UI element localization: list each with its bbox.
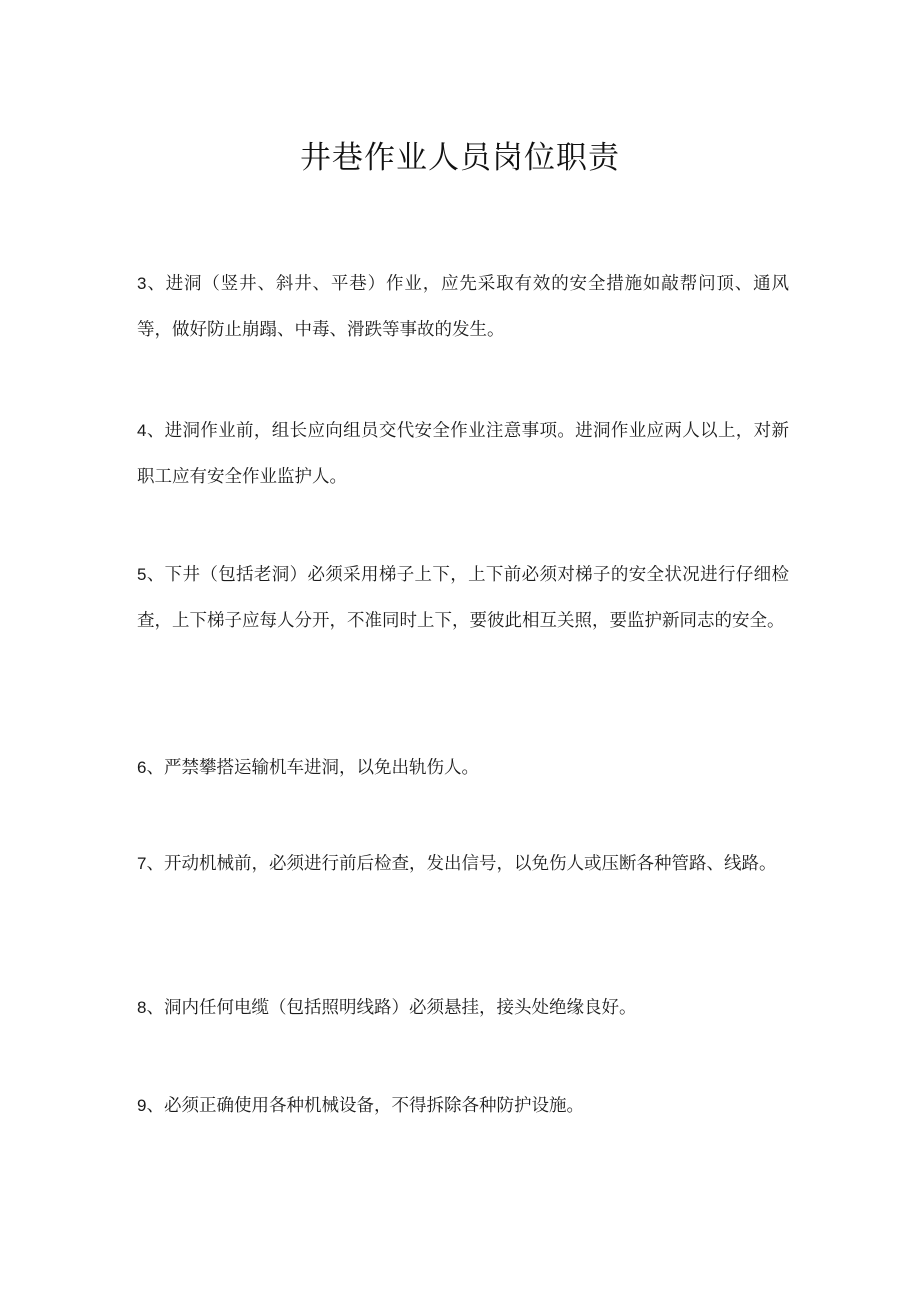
item-text: 、进洞（竖井、斜井、平巷）作业，应先采取有效的安全措施如敲帮问顶、通风等，做好防止崩蹋、中毒、滑跌等事故的发生。 (137, 274, 789, 340)
item-text: 、必须正确使用各种机械设备，不得拆除各种防护设施。 (146, 1096, 584, 1116)
item-text: 、开动机械前，必须进行前后检查，发出信号，以免伤人或压断各种管路、线路。 (146, 854, 777, 874)
item-number: 4 (137, 421, 147, 440)
list-item (137, 261, 789, 353)
item-text: 、洞内任何电缆（包括照明线路）必须悬挂，接头处绝缘良好。 (146, 998, 637, 1018)
document-title: 井巷作业人员岗位职责 (300, 140, 620, 176)
list-item (137, 841, 789, 887)
item-number: 8 (137, 998, 147, 1017)
item-number: 3 (137, 274, 147, 293)
item-number: 5 (137, 565, 147, 584)
item-text: 、进洞作业前，组长应向组员交代安全作业注意事项。进洞作业应两人以上，对新职工应有安全作业监护人。 (137, 421, 789, 487)
item-number: 9 (137, 1096, 147, 1115)
list-item (137, 745, 789, 791)
list-item (137, 552, 789, 644)
list-item (137, 985, 789, 1031)
item-number: 6 (137, 758, 147, 777)
item-text: 、下井（包括老洞）必须采用梯子上下，上下前必须对梯子的安全状况进行仔细检查，上下梯子应每人分开，不准同时上下，要彼此相互关照，要监护新同志的安全。 (137, 565, 789, 631)
list-item (137, 1083, 789, 1129)
list-item (137, 408, 789, 500)
item-number: 7 (137, 854, 147, 873)
item-text: 、严禁攀搭运输机车进洞，以免出轨伤人。 (146, 758, 479, 778)
